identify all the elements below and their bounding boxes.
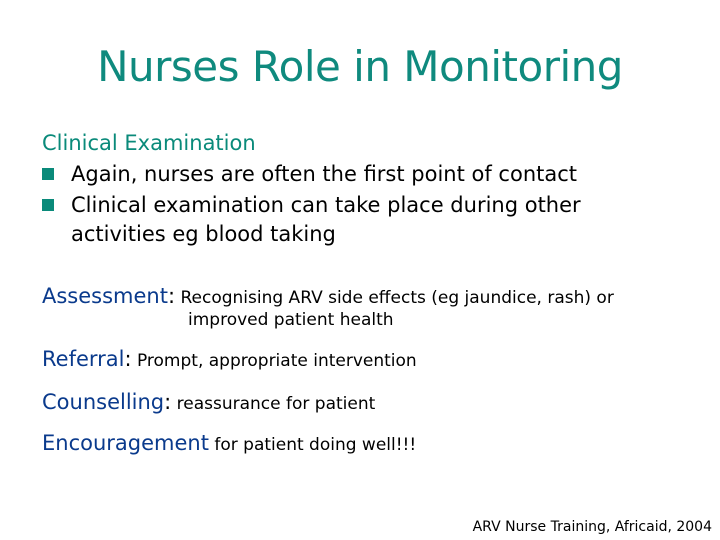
square-bullet-icon <box>42 199 54 211</box>
term-separator: : <box>167 284 176 308</box>
bullet-item <box>42 191 642 249</box>
bullet-text: Again, nurses are often the first point of contact <box>71 162 578 186</box>
term-label: Referral <box>42 347 125 371</box>
section-heading: Clinical Examination <box>42 131 256 155</box>
term-row-assessment <box>42 282 614 310</box>
term-row-referral <box>42 345 417 373</box>
term-description: for patient doing well!!! <box>208 435 417 455</box>
term-description: Prompt, appropriate intervention <box>131 351 417 371</box>
bullet-text: Clinical examination can take place during other activities eg blood taking <box>71 193 581 246</box>
term-label: Counselling <box>42 390 165 414</box>
bullet-item <box>42 160 682 189</box>
slide-footer: ARV Nurse Training, Africaid, 2004 <box>472 519 712 535</box>
slide-title: Nurses Role in Monitoring <box>97 42 623 91</box>
term-description: reassurance for patient <box>171 394 376 414</box>
term-label: Assessment <box>42 284 168 308</box>
term-separator: : <box>124 347 132 371</box>
square-bullet-icon <box>42 168 54 180</box>
term-row-encouragement <box>42 429 416 457</box>
term-row-counselling <box>42 388 375 416</box>
term-description-continued: improved patient health <box>188 310 394 330</box>
term-separator: : <box>164 390 172 414</box>
term-label: Encouragement <box>42 431 209 455</box>
term-description: Recognising ARV side effects (eg jaundice, rash) or <box>175 288 614 308</box>
